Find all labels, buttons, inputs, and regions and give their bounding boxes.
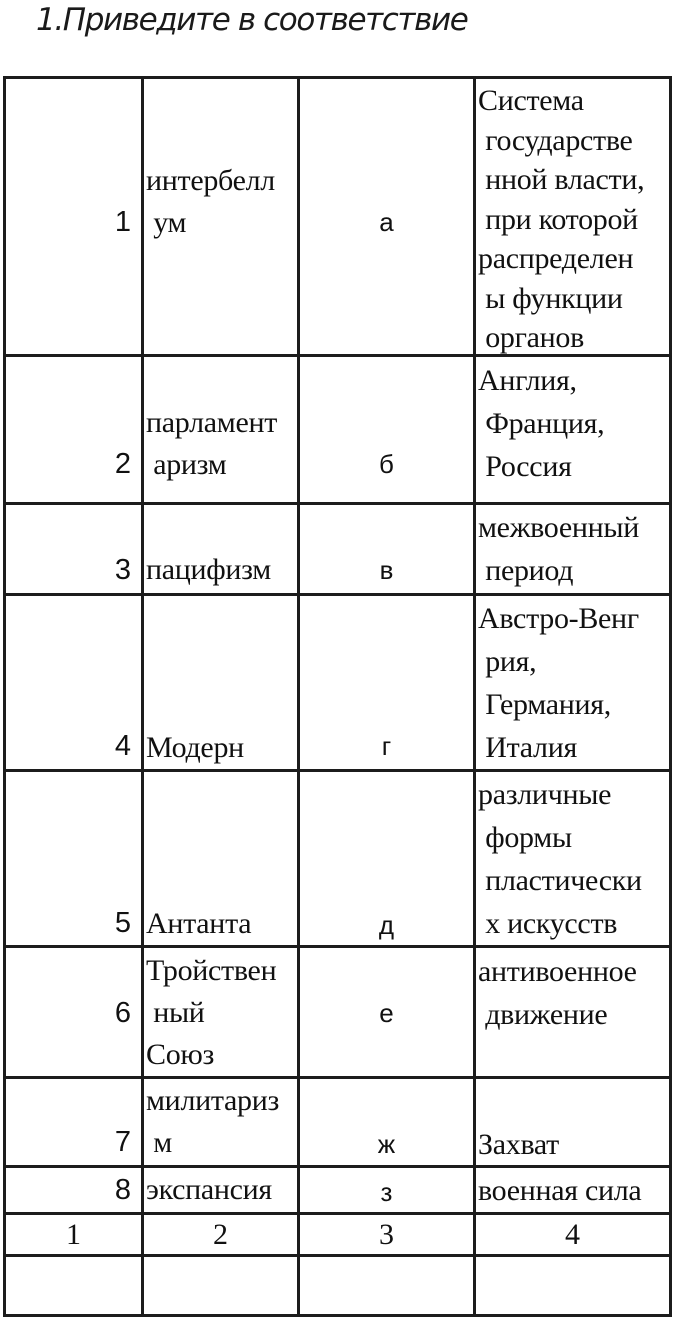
table-row: [5, 595, 671, 771]
term: парламент аризм: [146, 406, 278, 481]
answer-cell[interactable]: [299, 1256, 475, 1316]
definition-letter: г: [381, 731, 392, 761]
row-number: 2: [114, 448, 131, 480]
table-row: [5, 771, 671, 947]
row-number: 4: [114, 730, 131, 762]
row-number: 7: [114, 1126, 131, 1158]
table-row: [5, 1078, 671, 1167]
definition: различные формы пластически х искусств: [478, 778, 642, 940]
term: Антанта: [146, 907, 252, 940]
table-row: [5, 1167, 671, 1214]
row-number: 8: [114, 1174, 131, 1206]
row-number: 1: [114, 206, 131, 238]
table-row: [5, 504, 671, 595]
table-row: [5, 356, 671, 504]
matching-table: [3, 76, 672, 1317]
term: экспансия: [146, 1173, 272, 1206]
term: Тройствен ный Союз: [146, 954, 277, 1071]
term: милитариз м: [146, 1084, 280, 1159]
answer-input-row: [5, 1256, 671, 1316]
definition-letter: е: [379, 998, 394, 1028]
definition: военная сила: [478, 1174, 642, 1207]
definition: антивоенное движение: [478, 955, 637, 1031]
answer-header-row: [5, 1214, 671, 1256]
definition: Австро-Венг рия, Германия, Италия: [478, 602, 639, 764]
page-title: 1.Приведите в соответствие: [36, 2, 468, 38]
definition-letter: а: [379, 207, 394, 237]
definition: межвоенный период: [478, 511, 639, 587]
answer-cell[interactable]: [475, 1256, 671, 1316]
term: интербелл ум: [146, 164, 275, 239]
answer-column-3: 3: [299, 1214, 475, 1256]
term: пацифизм: [146, 553, 271, 586]
definition: Англия, Франция, Россия: [478, 364, 605, 483]
table-row: [5, 78, 671, 356]
answer-column-2: 2: [143, 1214, 299, 1256]
answer-column-4: 4: [475, 1214, 671, 1256]
row-number: 6: [114, 997, 131, 1029]
definition-letter: б: [379, 449, 394, 479]
row-number: 3: [114, 554, 131, 586]
definition: Захват: [478, 1128, 559, 1161]
definition: Система государстве нной власти, при которой распределен ы функции органов: [478, 84, 645, 354]
definition-letter: ж: [377, 1129, 396, 1159]
answer-cell[interactable]: [5, 1256, 143, 1316]
definition-letter: в: [379, 555, 394, 585]
definition-letter: з: [380, 1177, 393, 1207]
answer-cell[interactable]: [143, 1256, 299, 1316]
table-row: [5, 947, 671, 1078]
row-number: 5: [114, 907, 131, 939]
term: Модерн: [146, 731, 244, 764]
definition-letter: д: [378, 910, 395, 940]
answer-column-1: 1: [5, 1214, 143, 1256]
